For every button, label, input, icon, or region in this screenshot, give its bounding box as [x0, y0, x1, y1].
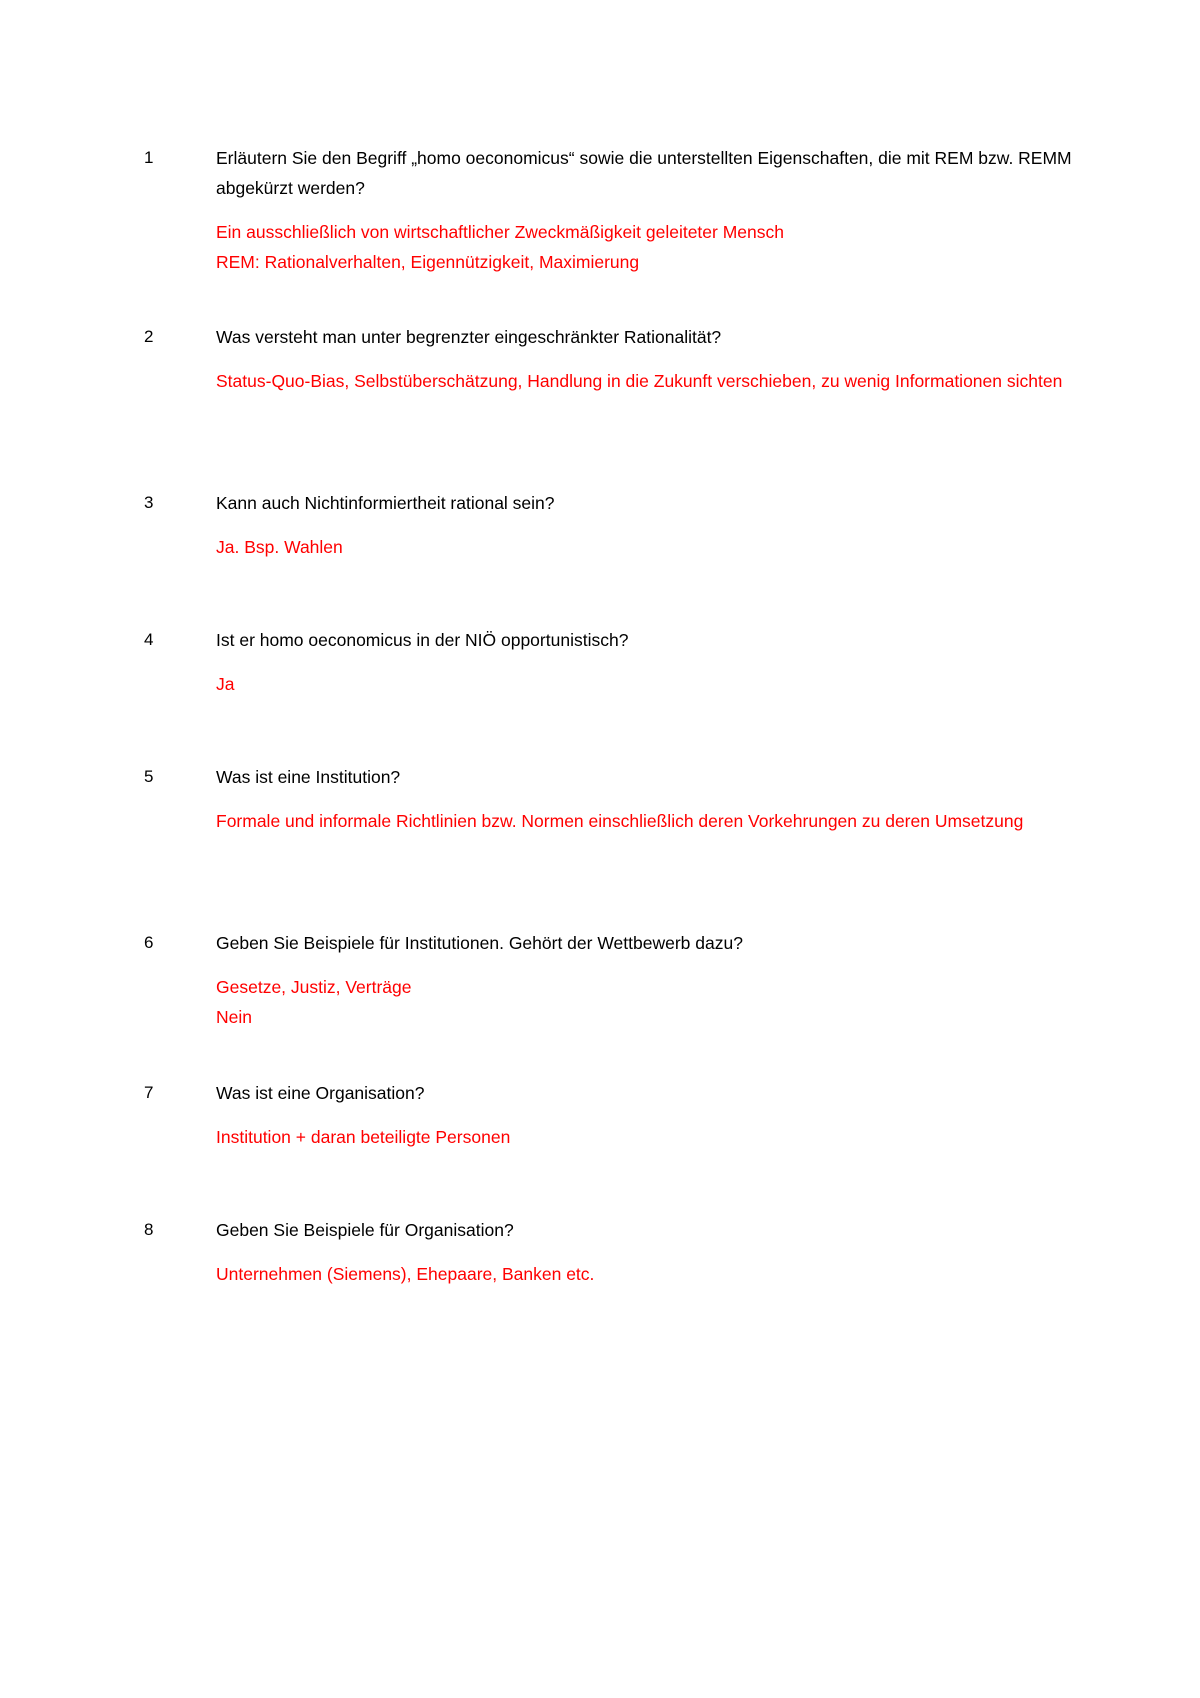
answer-line: Status-Quo-Bias, Selbstüberschätzung, Handlung in die Zukunft verschieben, zu wenig Informationen sichten	[216, 371, 1063, 391]
answer-text	[216, 670, 1076, 700]
item-text	[216, 488, 1076, 563]
answer-line: Formale und informale Richtlinien bzw. Normen einschließlich deren Vorkehrungen zu deren Umsetzung	[216, 811, 1024, 831]
answer-text	[216, 1123, 1076, 1153]
answer-line: Ein ausschließlich von wirtschaftlicher Zweckmäßigkeit geleiteter Mensch	[216, 222, 784, 242]
answer-text	[216, 973, 1076, 1032]
question-text: Erläutern Sie den Begriff „homo oeconomicus“ sowie die unterstellten Eigenschaften, die mit REM bzw. REMM abgekürzt werden?	[216, 148, 1072, 198]
answer-text	[216, 807, 1076, 837]
answer-text	[216, 218, 1076, 277]
item-text	[216, 322, 1076, 397]
answer-line: Ja	[216, 674, 235, 694]
item-text	[216, 762, 1076, 837]
answer-line: Unternehmen (Siemens), Ehepaare, Banken etc.	[216, 1264, 595, 1284]
item-text	[216, 625, 1076, 700]
item-number: 2	[144, 327, 154, 346]
item-text	[216, 143, 1076, 277]
item-text	[216, 928, 1076, 1032]
item-number: 8	[144, 1220, 154, 1239]
item-number: 3	[144, 493, 154, 512]
item-number: 1	[144, 148, 154, 167]
question-text: Was versteht man unter begrenzter eingeschränkter Rationalität?	[216, 327, 722, 347]
item-number: 7	[144, 1083, 154, 1102]
question-text: Geben Sie Beispiele für Organisation?	[216, 1220, 514, 1240]
question-text: Kann auch Nichtinformiertheit rational sein?	[216, 493, 555, 513]
item-number: 6	[144, 933, 154, 952]
question-text: Ist er homo oeconomicus in der NIÖ opportunistisch?	[216, 630, 629, 650]
item-text	[216, 1078, 1076, 1153]
question-text: Was ist eine Organisation?	[216, 1083, 425, 1103]
answer-line: Gesetze, Justiz, Verträge	[216, 977, 412, 997]
item-text	[216, 1215, 1076, 1290]
answer-line: Ja. Bsp. Wahlen	[216, 537, 343, 557]
item-number: 4	[144, 630, 154, 649]
answer-line: Nein	[216, 1006, 252, 1027]
answer-line: REM: Rationalverhalten, Eigennützigkeit, Maximierung	[216, 251, 640, 272]
item-number: 5	[144, 767, 154, 786]
answer-text	[216, 1260, 1076, 1290]
answer-line: Institution + daran beteiligte Personen	[216, 1127, 511, 1147]
question-text: Geben Sie Beispiele für Institutionen. Gehört der Wettbewerb dazu?	[216, 933, 743, 953]
answer-text	[216, 367, 1076, 397]
answer-text	[216, 533, 1076, 563]
question-text: Was ist eine Institution?	[216, 767, 401, 787]
